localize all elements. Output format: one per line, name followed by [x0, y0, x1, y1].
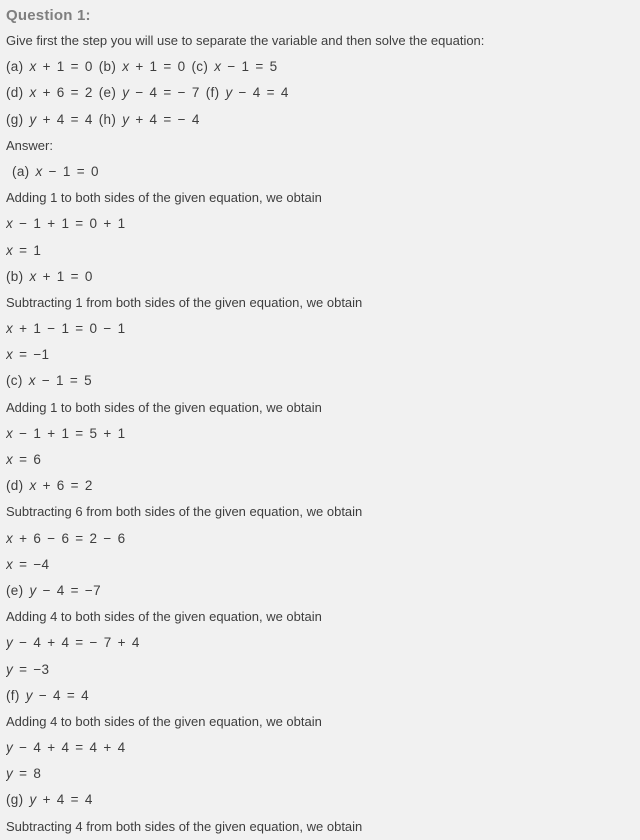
answer-steps [6, 159, 632, 840]
answer-part-explanation: Adding 1 to both sides of the given equation, we obtain [6, 399, 322, 415]
answer-part-work: y − 4 + 4 = − 7 + 4 [6, 635, 140, 651]
answer-part-equation: (c) x − 1 = 5 [6, 373, 92, 389]
answer-heading: Answer: [6, 137, 53, 153]
question-heading: Question 1: [6, 7, 91, 24]
answer-part-equation: (b) x + 1 = 0 [6, 268, 93, 284]
answer-part-explanation: Adding 4 to both sides of the given equation, we obtain [6, 609, 322, 625]
question-equation-row: (g) y + 4 = 4 (h) y + 4 = − 4 [6, 111, 200, 127]
answer-part-result: x = 1 [6, 242, 42, 258]
answer-part-work: y − 4 + 4 = 4 + 4 [6, 740, 126, 756]
answer-part-equation: (a) x − 1 = 0 [6, 163, 99, 179]
answer-part-result: x = 6 [6, 452, 42, 467]
answer-part-work: x − 1 + 1 = 5 + 1 [6, 425, 126, 441]
answer-part-result: y = −3 [6, 661, 50, 677]
answer-part-equation: (e) y − 4 = −7 [6, 582, 101, 598]
answer-part-explanation: Subtracting 4 from both sides of the given equation, we obtain [6, 818, 363, 834]
answer-part-explanation: Adding 4 to both sides of the given equation, we obtain [6, 713, 322, 729]
question-intro: Give first the step you will use to separate the variable and then solve the equation: [6, 33, 485, 48]
answer-part-result: x = −4 [6, 556, 50, 572]
answer-part-result: x = −1 [6, 347, 50, 363]
answer-part-result: y = 8 [6, 766, 42, 782]
question-equation-row: (a) x + 1 = 0 (b) x + 1 = 0 (c) x − 1 = 5 [6, 59, 278, 75]
answer-part-work: x − 1 + 1 = 0 + 1 [6, 216, 126, 232]
answer-part-equation: (f) y − 4 = 4 [6, 687, 89, 703]
question-equation-list [6, 54, 632, 133]
answer-part-equation: (g) y + 4 = 4 [6, 792, 93, 808]
answer-part-work: x + 6 − 6 = 2 − 6 [6, 530, 126, 546]
answer-part-explanation: Subtracting 1 from both sides of the given equation, we obtain [6, 294, 363, 310]
answer-part-equation: (d) x + 6 = 2 [6, 478, 93, 494]
answer-part-explanation: Adding 1 to both sides of the given equation, we obtain [6, 190, 322, 206]
answer-part-work: x + 1 − 1 = 0 − 1 [6, 321, 126, 337]
answer-part-explanation: Subtracting 6 from both sides of the given equation, we obtain [6, 504, 363, 520]
question-equation-row: (d) x + 6 = 2 (e) y − 4 = − 7 (f) y − 4 = 4 [6, 85, 289, 101]
